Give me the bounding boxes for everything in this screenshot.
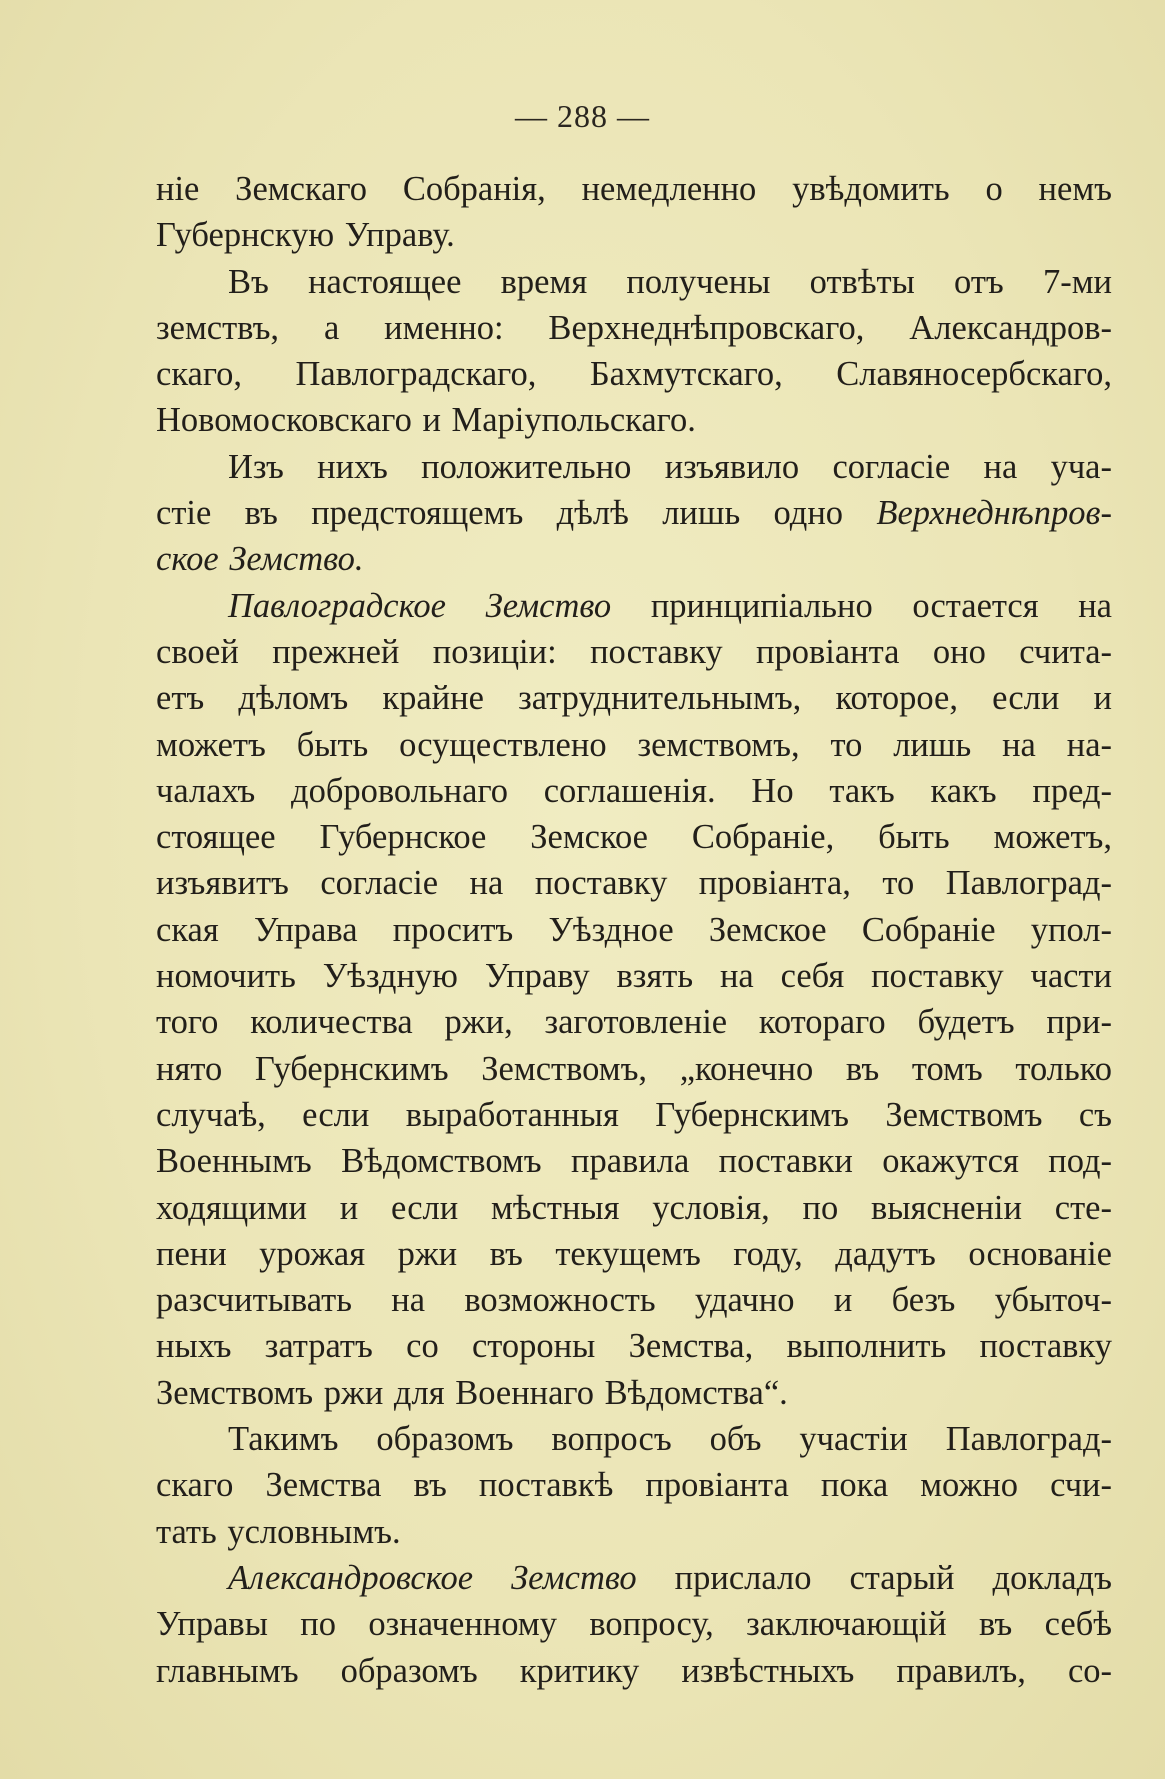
- text-line: пени урожая ржи въ текущемъ году, дадутъ основаніе: [156, 1234, 1112, 1273]
- text-line: Новомосковскаго и Маріупольскаго.: [156, 401, 696, 440]
- text-line: стіе въ предстоящемъ дѣлѣ лишь одно Верхнеднѣпров-: [156, 494, 1112, 533]
- text-line: главнымъ образомъ критику извѣстныхъ правилъ, со-: [156, 1651, 1112, 1690]
- text-line: ходящими и если мѣстныя условія, по выясненіи сте-: [156, 1188, 1112, 1227]
- text-line: нято Губернскимъ Земствомъ, „конечно въ томъ только: [156, 1049, 1112, 1088]
- text-line: тать условнымъ.: [156, 1512, 401, 1551]
- text-line: Павлоградское Земство принципіально остается на: [228, 586, 1112, 625]
- text-line: ская Управа проситъ Уѣздное Земское Собраніе упол-: [156, 910, 1112, 949]
- text-line: случаѣ, если выработанныя Губернскимъ Земствомъ съ: [156, 1095, 1112, 1134]
- text-line: ніе Земскаго Собранія, немедленно увѣдомить о немъ: [156, 170, 1112, 208]
- text-line: можетъ быть осуществлено земствомъ, то лишь на на-: [156, 725, 1112, 764]
- text-line: стоящее Губернское Земское Собраніе, быть можетъ,: [156, 818, 1112, 857]
- text-line: своей прежней позиціи: поставку провіанта оно счита-: [156, 632, 1112, 671]
- text-line: Военнымъ Вѣдомствомъ правила поставки окажутся под-: [156, 1142, 1112, 1181]
- text-line: Александровское Земство прислало старый докладъ: [228, 1558, 1113, 1597]
- text-line: Земствомъ ржи для Военнаго Вѣдомства“.: [156, 1373, 788, 1412]
- text-line: Управы по означенному вопросу, заключающій въ себѣ: [156, 1605, 1112, 1644]
- text-line: изъявитъ согласіе на поставку провіанта, то Павлоград-: [156, 864, 1112, 903]
- text-line: Изъ нихъ положительно изъявило согласіе на уча-: [228, 447, 1112, 486]
- text-line: ское Земство.: [156, 540, 364, 579]
- text-line: Такимъ образомъ вопросъ объ участіи Павлоград-: [228, 1420, 1112, 1459]
- body-text: [156, 166, 1112, 1694]
- text-line: того количества ржи, заготовленіе котораго будетъ при-: [156, 1003, 1112, 1042]
- text-line: земствъ, а именно: Верхнеднѣпровскаго, Александров-: [156, 308, 1112, 347]
- text-line: скаго Земства въ поставкѣ провіанта пока можно счи-: [156, 1466, 1112, 1505]
- text-line: Въ настоящее время получены отвѣты отъ 7-ми: [228, 262, 1112, 301]
- text-line: чалахъ добровольнаго соглашенія. Но такъ какъ пред-: [156, 771, 1112, 810]
- text-line: скаго, Павлоградскаго, Бахмутскаго, Славяносербскаго,: [156, 355, 1112, 394]
- text-line: номочить Уѣздную Управу взять на себя поставку части: [156, 957, 1112, 996]
- page-number: — 288 —: [515, 98, 650, 134]
- text-line: разсчитывать на возможность удачно и безъ убыточ-: [156, 1281, 1112, 1320]
- text-line: Губернскую Управу.: [156, 216, 455, 255]
- text-line: ныхъ затратъ со стороны Земства, выполнить поставку: [156, 1327, 1112, 1366]
- text-line: етъ дѣломъ крайне затруднительнымъ, которое, если и: [156, 679, 1112, 718]
